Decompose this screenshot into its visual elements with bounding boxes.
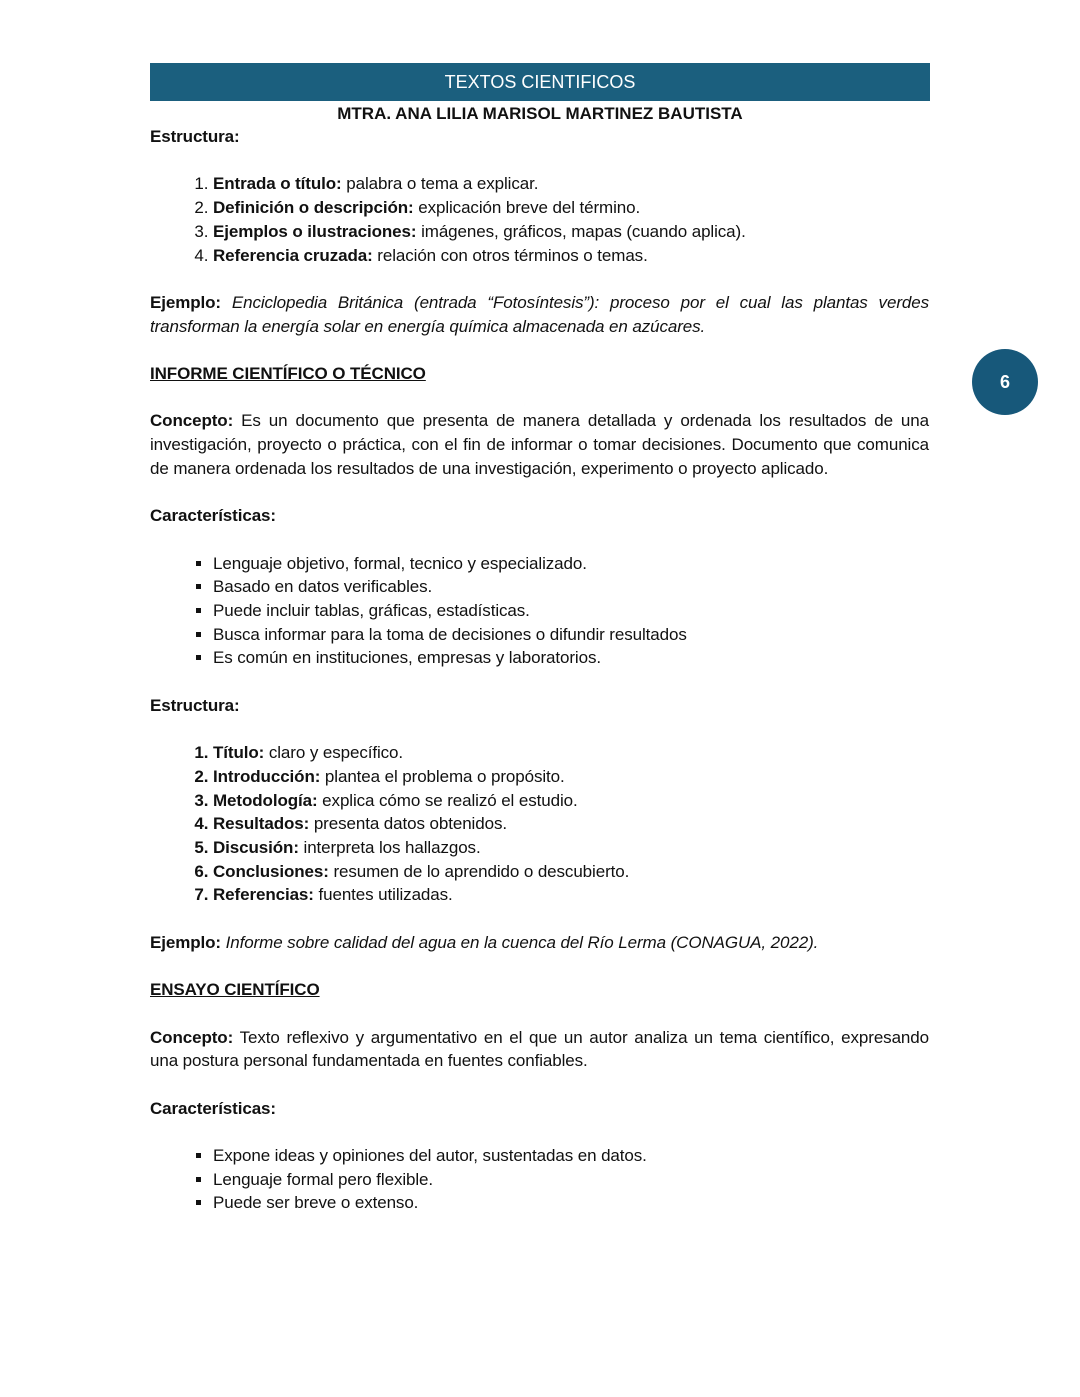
- term: Título:: [213, 743, 265, 763]
- definition: claro y específico.: [264, 743, 404, 763]
- list-item: [213, 172, 929, 196]
- structure-list: [150, 172, 929, 267]
- section-label: Características:: [150, 1098, 276, 1118]
- list-item: ▪ Puede ser breve o extenso.: [213, 1191, 929, 1215]
- term: Entrada o título:: [213, 174, 342, 194]
- header-banner: TEXTOS CIENTIFICOS: [150, 63, 930, 101]
- list-item: ▪ Lenguaje formal pero flexible.: [213, 1168, 929, 1192]
- document-body: [150, 125, 929, 1239]
- concept-paragraph: [150, 1026, 929, 1073]
- term: Definición o descripción:: [213, 198, 414, 218]
- definition: explicación breve del término.: [413, 198, 641, 218]
- term: Metodología:: [213, 790, 318, 810]
- definition: interpreta los hallazgos.: [298, 837, 481, 857]
- list-item: [213, 196, 929, 220]
- list-item: [213, 860, 929, 884]
- example-label: Ejemplo:: [150, 932, 221, 952]
- example-text: Informe sobre calidad del agua en la cuenca del Río Lerma (CONAGUA, 2022).: [221, 932, 819, 952]
- definition: presenta datos obtenidos.: [309, 814, 507, 834]
- list-item: [213, 789, 929, 813]
- list-item: ▪ Es común en instituciones, empresas y laboratorios.: [213, 646, 929, 670]
- definition: relación con otros términos o temas.: [372, 245, 648, 265]
- definition: palabra o tema a explicar.: [341, 174, 539, 194]
- concept-text: Es un documento que presenta de manera detallada y ordenada los resultados de una investigación, proyecto o práctica, con el fin de informar o tomar decisiones. Documento que comunica de manera ordenada los resultados de una investigación, experimento o proyecto aplicado.: [150, 411, 929, 478]
- list-item: ▪ Busca informar para la toma de decisiones o difundir resultados: [213, 623, 929, 647]
- term: Ejemplos o ilustraciones:: [213, 221, 417, 241]
- term: Resultados:: [213, 814, 310, 834]
- section-label: Características:: [150, 506, 276, 526]
- definition: imágenes, gráficos, mapas (cuando aplica).: [416, 221, 746, 241]
- page-number-badge: 6: [972, 349, 1038, 415]
- term: Referencias:: [213, 885, 314, 905]
- list-item: [213, 220, 929, 244]
- list-item: ▪ Puede incluir tablas, gráficas, estadísticas.: [213, 599, 929, 623]
- term: Discusión:: [213, 837, 299, 857]
- example-paragraph: [150, 291, 929, 338]
- section-label: Estructura:: [150, 695, 240, 715]
- example-paragraph: [150, 931, 929, 955]
- section-heading: ENSAYO CIENTÍFICO: [150, 980, 320, 1000]
- example-text: Enciclopedia Británica (entrada “Fotosíntesis”): proceso por el cual las plantas verdes transforman la energía solar en energía química almacenada en azúcares.: [150, 292, 929, 336]
- term: Conclusiones:: [213, 861, 329, 881]
- list-item: [213, 244, 929, 268]
- example-label: Ejemplo:: [150, 292, 221, 312]
- concept-paragraph: [150, 409, 929, 480]
- concept-label: Concepto:: [150, 411, 234, 431]
- definition: fuentes utilizadas.: [313, 885, 453, 905]
- concept-text: Texto reflexivo y argumentativo en el que un autor analiza un tema científico, expresando una postura personal fundamentada en fuentes confiables.: [150, 1027, 929, 1071]
- characteristics-list: [150, 552, 929, 671]
- concept-label: Concepto:: [150, 1027, 234, 1047]
- term: Referencia cruzada:: [213, 245, 373, 265]
- list-item: [213, 836, 929, 860]
- section-heading: INFORME CIENTÍFICO O TÉCNICO: [150, 363, 426, 383]
- list-item: ▪ Basado en datos verificables.: [213, 575, 929, 599]
- characteristics-list: [150, 1144, 929, 1215]
- author-name: MTRA. ANA LILIA MARISOL MARTINEZ BAUTISTA: [337, 104, 743, 123]
- term: Introducción:: [213, 766, 321, 786]
- list-item: [213, 812, 929, 836]
- definition: explica cómo se realizó el estudio.: [317, 790, 578, 810]
- list-item: ▪ Lenguaje objetivo, formal, tecnico y especializado.: [213, 552, 929, 576]
- definition: plantea el problema o propósito.: [320, 766, 565, 786]
- list-item: [213, 741, 929, 765]
- section-label: Estructura:: [150, 127, 240, 146]
- definition: resumen de lo aprendido o descubierto.: [328, 861, 630, 881]
- list-item: [213, 765, 929, 789]
- list-item: ▪ Expone ideas y opiniones del autor, sustentadas en datos.: [213, 1144, 929, 1168]
- list-item: [213, 883, 929, 907]
- structure-list: [150, 741, 929, 907]
